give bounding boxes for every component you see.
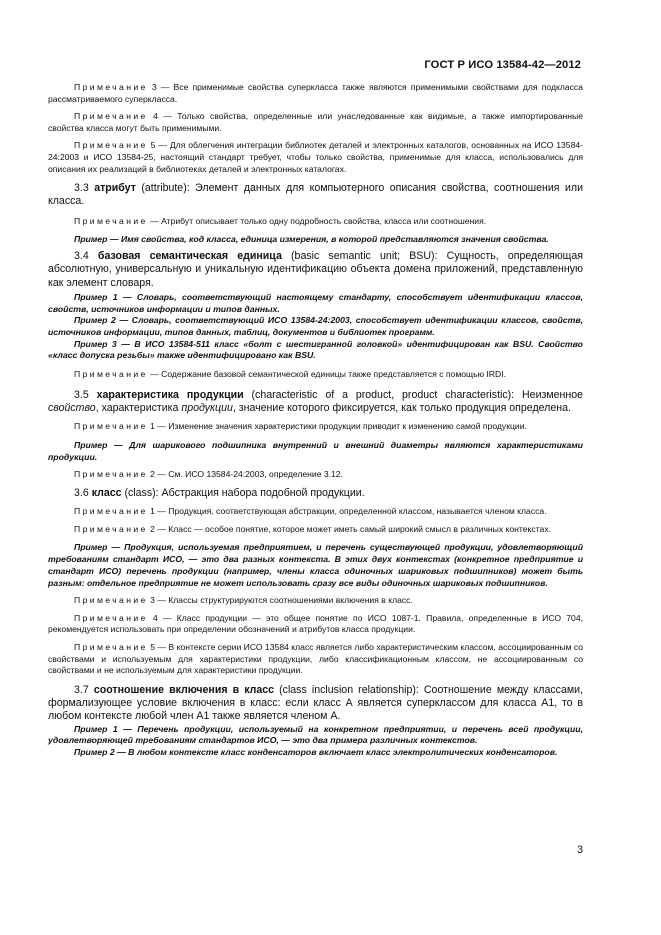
clause-number: 3.6 [74,486,89,499]
note-label: Примечание [74,369,148,380]
example-label: Пример [74,542,108,553]
note-label: Примечание [74,469,148,480]
note-number: 4 [152,612,158,623]
definition-3-7 [48,684,583,724]
example-label: Пример [74,234,108,245]
note-2-class [48,524,583,536]
example-2-bsu: Пример 2 — Словарь, соответствующий ИСО 13584-24:2003, способствует идентификации классов, свойств, источников информации, типов данных, таблиц, документов и библиотек программ. [48,315,583,338]
note-number: 5 [150,140,156,151]
note-label: Примечание [74,642,148,653]
note-label: Примечание [74,421,148,432]
note-bsu [48,369,583,381]
term: характеристика продукции [96,388,244,401]
note-label: Примечание [74,523,148,534]
note-text: — Только свойства, определенные или унаследованные как видимые, а также импортированные свойства класса могут быть применимыми. [48,111,583,133]
clause-number: 3.5 [74,388,89,401]
note-5 [48,140,583,175]
note-text: — Класс — особое понятие, которое может иметь самый широкий смысл в различных контекстах. [154,523,551,534]
note-3 [48,82,583,105]
example-text: — Имя свойства, код класса, единица измерения, в которой представляются значения свойства. [107,234,549,245]
note-number: 3 [150,595,155,606]
example-label: Пример [74,439,108,450]
note-3-class [48,595,583,607]
definition-text: (characteristic of a product, product characteristic): Неизменное [243,388,583,401]
note-label: Примечание [74,111,148,122]
standard-header: ГОСТ Р ИСО 13584-42—2012 [424,59,581,71]
example-text: — Продукция, используемая предприятием, и перечень существующей продукции, удовлетворяющий требованиям стандарт ИСО, — это два разных контекста. В этих двух контекстах (конкретное предприятие и стандарт ИСО) перечень продукции (например, члены класса одиночных шариковых подшипников) может быть разным: отдельное предприятие не может использовать сразу все виды одиночных шариковых подшипников. [48,542,583,588]
note-text: — Атрибут описывает только одну подробность свойства, класса или соотношения. [147,215,487,226]
note-text: — Для облегчения интеграции библиотек деталей и электронных каталогов, основанных на ИСО 13584-24:2003 и ИСО 13584-25, настоящий стандарт требует, чтобы только свойства, применимые для класса, использовались для описания их реализаций в библиотеках деталей и электронных каталогах. [48,140,584,174]
example-2-inclusion: Пример 2 — В любом контексте класс конденсаторов включает класс электролитических конденсаторов. [74,747,558,758]
example-attribute [48,234,583,246]
note-5-class [48,642,583,677]
note-label: Примечание [74,82,148,92]
definition-3-3 [48,182,583,209]
note-number: 2 [150,469,155,480]
note-4-class [48,613,583,636]
definition-text: (class): Абстракция набора подобной продукции. [121,486,365,499]
note-number: 3 [151,82,157,92]
note-text: — Продукция, соответствующая абстракции, определенной классом, называется членом класса. [154,506,547,517]
definition-3-4 [48,250,583,290]
note-1-class [48,506,583,518]
note-text: — В контексте серии ИСО 13584 класс является либо характеристическим классом, ассоциированным со свойствами и используемым для характеристики продукции, либо классификационным классом, не ассоциированным со свойствами и не используемым для характеристики продукции. [48,642,584,676]
note-text: — Все применимые свойства суперкласса также являются применимыми свойствами для подкласса рассматриваемого суперкласса. [48,82,583,104]
definition-italic: продукции [181,402,233,415]
note-text: — Изменение значения характеристики продукции приводит к изменению самой продукции. [154,421,527,432]
definition-text: (attribute): Элемент данных для компьютерного описания свойства, соотношения или класса. [48,182,583,208]
note-attribute [48,216,583,228]
note-label: Примечание [74,612,148,623]
page-body [48,82,583,759]
note-text: — Содержание базовой семантической единицы также представляется с помощью IRDI. [147,369,506,380]
page-number: 3 [577,844,583,856]
term: базовая семантическая единица [97,250,282,263]
example-3-bsu: Пример 3 — В ИСО 13584-511 класс «болт с шестигранной головкой» идентифицирован как BSU. Свойство «класс допуска резьбы» также идентифицировано как BSU. [48,338,583,361]
note-number: 1 [150,506,155,517]
note-text: — Классы структурируются соотношениями включения в класс. [154,595,413,606]
term: соотношение включения в класс [93,683,275,696]
note-label: Примечание [74,595,148,606]
note-label: Примечание [74,215,148,226]
note-number: 5 [150,642,155,653]
example-1-inclusion: Пример 1 — Перечень продукции, используемый на конкретном предприятии, и перечень всей продукции, удовлетворяющей требованиям стандартов ИСО, — это два примера различных контекстов. [48,723,583,746]
term: атрибут [94,182,136,195]
definition-text: (basic semantic unit; BSU): Сущность, определяющая абсолютную, универсальную и уникальную идентификацию объекта домена приложений, представленную как элемент словаря. [48,250,583,289]
term: класс [91,486,122,499]
note-number: 2 [150,523,155,534]
definition-text: (class inclusion relationship): Соотношение между классами, формализующее условие включения в класс: если класс А является суперклассом для класса А1, то в любом контексте любой член А1 также является членом А. [48,683,583,723]
note-text: — См. ИСО 13584-24:2003, определение 3.12. [154,469,343,480]
clause-number: 3.3 [74,182,89,195]
definition-text: , характеристика [95,402,182,415]
definition-3-6 [48,487,583,500]
definition-italic: свойство [48,402,96,415]
note-text: — Класс продукции — это общее понятие по ИСО 1087-1. Правила, определенные в ИСО 704, рекомендуется использовать при определении обозначений и атрибутов класса продукции. [48,612,584,635]
clause-number: 3.4 [74,250,89,263]
definition-3-5 [48,389,583,416]
clause-number: 3.7 [74,683,89,696]
example-class [48,542,583,589]
note-number: 4 [153,111,158,122]
note-2-characteristic [48,469,583,481]
note-1-characteristic [48,421,583,433]
note-4 [48,111,583,134]
definition-text: , значение которого фиксируется, как только продукция определена. [232,402,571,415]
example-characteristic [48,440,583,463]
note-number: 1 [150,421,155,432]
note-label: Примечание [74,140,148,151]
note-label: Примечание [74,506,148,517]
example-1-bsu: Пример 1 — Словарь, соответствующий настоящему стандарту, способствует идентификации классов, свойств, источников информации и типов данных. [48,291,583,314]
example-text: — Для шарикового подшипника внутренний и внешний диаметры являются характеристиками продукции. [48,439,583,462]
